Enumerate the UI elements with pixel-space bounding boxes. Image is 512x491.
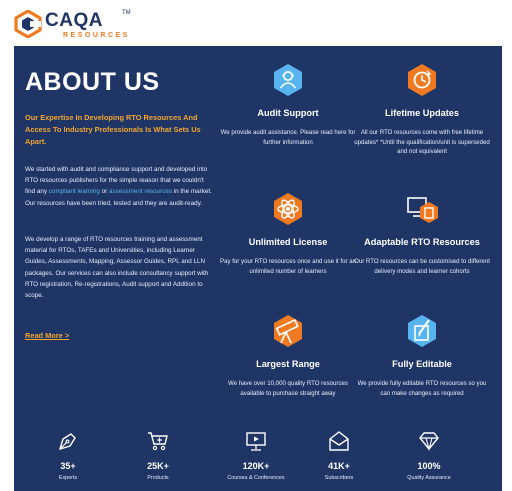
about-p1-text-c: in the market. Our resources have been tried, tested and they are audit-ready. [25, 188, 212, 207]
logo-subtitle: RESOURCES [63, 32, 130, 39]
feature-title: Audit Support [257, 108, 319, 118]
assessment-resources-link[interactable]: assessment resources [109, 188, 173, 196]
caqa-logo-mark-icon [14, 10, 42, 38]
stats-row [14, 430, 502, 490]
feature-title: Unlimited License [248, 237, 328, 247]
feature-description: All our RTO resources come with free lifetime updates* *Until the qualification/unit is superseded and not equivalent [354, 129, 490, 156]
site-header [0, 0, 512, 46]
about-paragraph-2: We develop a range of RTO resources training and assessment material for RTOs, TAFEs and Universities, including Learner Guides, Assessments, Mapping, Assessor Guides, RPL and LLN packages. Our services can also include consultancy support with RTO registration, Re-registrations, Audit support and Addition to scope. [25, 236, 209, 300]
diamond-icon [418, 430, 440, 452]
envelope-icon [328, 430, 350, 452]
stat-label: Courses & Conferences [227, 475, 285, 481]
logo-wordmark: CAQA [45, 10, 103, 31]
feature-title: Fully Editable [392, 359, 452, 369]
pen-nib-icon [57, 430, 79, 452]
cart-icon [147, 430, 169, 452]
feature-description: We provide fully editable RTO resources so you can make changes as required [357, 380, 487, 397]
stat-label: Experts [58, 475, 78, 481]
feature-fully-editable [352, 314, 492, 398]
telescope-icon [271, 314, 305, 348]
about-lead-text: Our Expertise In Developing RTO Resources And Access To Industry Professionals Is What Sets Us Apart. [25, 113, 201, 146]
video-presentation-icon [245, 430, 267, 452]
stat-value: 25K+ [147, 461, 169, 471]
feature-lifetime-updates [352, 63, 492, 157]
stat-value: 35+ [60, 461, 76, 471]
about-p1-text-b: or [99, 188, 110, 196]
caqa-logo[interactable] [14, 8, 134, 42]
feature-description: Pay for your RTO resources once and use it for an unlimited number of learners [220, 258, 356, 275]
stat-value: 41K+ [328, 461, 350, 471]
feature-title: Lifetime Updates [384, 108, 460, 118]
feature-largest-range [218, 314, 358, 398]
lifetime-updates-icon [405, 63, 439, 97]
audit-support-icon [271, 63, 305, 97]
stat-label: Quality Assurance [407, 475, 451, 481]
stat-quality [391, 430, 467, 481]
read-more-link[interactable]: Read More > [25, 331, 70, 340]
about-section [14, 46, 502, 491]
feature-unlimited-license [218, 192, 358, 276]
stat-label: Products [147, 475, 169, 481]
stat-value: 120K+ [242, 461, 270, 471]
compliant-learning-link[interactable]: compliant learning [48, 188, 100, 196]
editable-icon [405, 314, 439, 348]
about-title: ABOUT US [25, 68, 160, 96]
about-p1-text-a: We started with audit and compliance support and developed into RTO resources publishers for the simple reason that we couldn't find any [25, 166, 208, 196]
about-paragraph-1 [25, 164, 215, 209]
stat-subscribers [301, 430, 377, 481]
unlimited-license-icon [271, 192, 305, 226]
stat-courses [218, 430, 294, 481]
feature-description: We provide audit assistance. Please read here for further information [220, 129, 356, 146]
stat-label: Subscribers [324, 475, 354, 481]
feature-description: We have over 10,000 quality RTO resources available to purchase straight away [228, 380, 348, 397]
adaptable-resources-icon [405, 192, 439, 226]
feature-adaptable-resources [352, 192, 492, 276]
feature-audit-support [218, 63, 358, 147]
feature-title: Adaptable RTO Resources [364, 237, 480, 247]
stat-products [120, 430, 196, 481]
feature-title: Largest Range [256, 359, 320, 369]
logo-trademark: TM [122, 10, 131, 16]
stat-value: 100% [417, 461, 441, 471]
feature-description: Our RTO resources can be customised to different delivery modes and learner cohorts [354, 258, 490, 275]
stat-experts [30, 430, 106, 481]
